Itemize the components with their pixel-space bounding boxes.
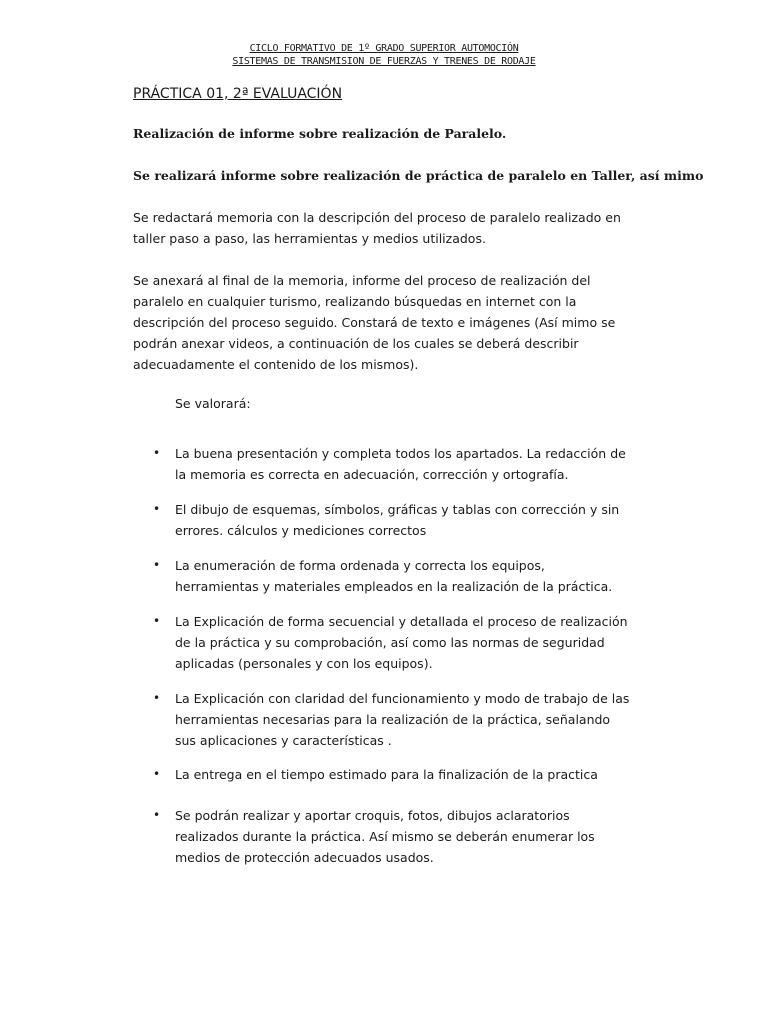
list-item-text: El dibujo de esquemas, símbolos, gráficas y tablas con corrección y sin errores. cálculos y mediciones correctos	[175, 502, 620, 538]
bullet-icon: •	[153, 691, 161, 705]
page-title: PRÁCTICA 01, 2ª EVALUACIÓN	[133, 86, 343, 102]
list-item-text: La entrega en el tiempo estimado para la finalización de la practica	[175, 767, 598, 782]
subheading-1: Realización de informe sobre realización de Paralelo.	[133, 126, 507, 141]
bullet-icon: •	[153, 446, 161, 460]
bullet-icon: •	[153, 558, 161, 572]
bullet-icon: •	[153, 502, 161, 516]
list-item-text: La Explicación con claridad del funcionamiento y modo de trabajo de las herramientas necesarias para la realización de la práctica, señalando sus aplicaciones y características .	[175, 691, 630, 748]
bullet-icon: •	[153, 767, 161, 781]
list-item-text: Se podrán realizar y aportar croquis, fotos, dibujos aclaratorios realizados durante la práctica. Así mismo se deberán enumerar los medios de protección adecuados usados.	[175, 808, 595, 865]
paragraph-1: Se redactará memoria con la descripción del proceso de paralelo realizado en taller paso a paso, las herramientas y medios utilizados.	[133, 210, 621, 246]
evaluation-label: Se valorará:	[175, 396, 251, 411]
bullet-icon: •	[153, 808, 161, 822]
list-item-text: La enumeración de forma ordenada y correcta los equipos, herramientas y materiales empleados en la realización de la práctica.	[175, 558, 613, 594]
subheading-2: Se realizará informe sobre realización de práctica de paralelo en Taller, así mimo	[133, 168, 704, 183]
header-line-1: CICLO FORMATIVO DE 1º GRADO SUPERIOR AUTOMOCIÓN	[249, 43, 519, 54]
list-item-text: La Explicación de forma secuencial y detallada el proceso de realización de la práctica y su comprobación, así como las normas de seguridad aplicadas (personales y con los equipos).	[175, 614, 628, 671]
list-item-text: La buena presentación y completa todos los apartados. La redacción de la memoria es correcta en adecuación, corrección y ortografía.	[175, 446, 626, 482]
paragraph-2: Se anexará al final de la memoria, informe del proceso de realización del paralelo en cualquier turismo, realizando búsquedas en internet con la descripción del proceso seguido. Constará de texto e imágenes (Así mimo se podrán anexar videos, a continuación de los cuales se deberá describir adecuadamente el contenido de los mismos).	[133, 273, 616, 372]
bullet-icon: •	[153, 614, 161, 628]
header-line-2: SISTEMAS DE TRANSMISION DE FUERZAS Y TRENES DE RODAJE	[232, 56, 536, 67]
